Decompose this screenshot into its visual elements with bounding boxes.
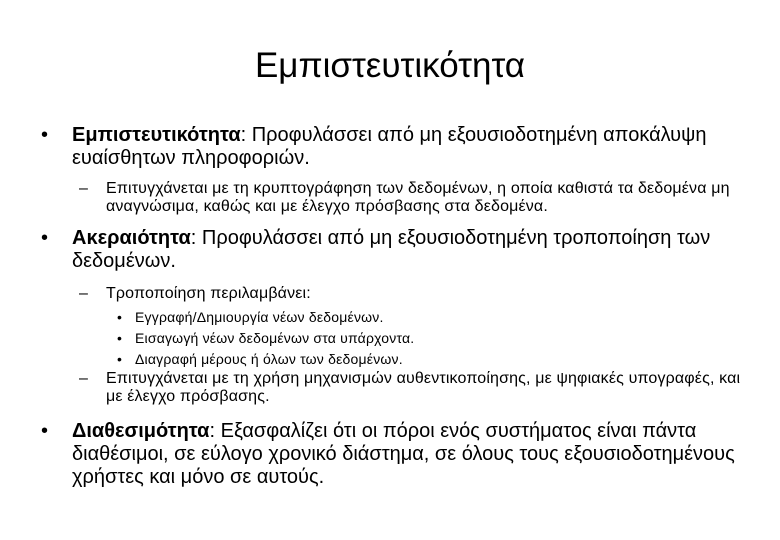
dash-marker: –: [79, 180, 89, 197]
sub-sub-item-create: [0, 309, 780, 326]
sub-sub-item-text: Διαγραφή μέρους ή όλων των δεδομένων.: [135, 351, 403, 367]
definition-availability: : Εξασφαλίζει ότι οι πόροι ενός συστήματος είναι πάντα διαθέσιμοι, σε εύλογο χρονικό διάστημα, σε όλους τους εξουσιοδοτημένους χρήστες και μόνο σε αυτούς.: [72, 420, 735, 488]
sub-sub-item-insert: [0, 330, 780, 347]
dash-marker: –: [79, 285, 89, 302]
sub-sub-item-delete: [0, 351, 780, 368]
bullet-marker: •: [117, 351, 123, 367]
dash-marker: –: [79, 370, 89, 387]
bullet-marker: •: [117, 309, 123, 325]
bullet-item-confidentiality: [0, 124, 780, 170]
slide-title: Εμπιστευτικότητα: [254, 46, 526, 85]
term-availability: Διαθεσιμότητα: [72, 420, 210, 442]
sub-sub-item-text: Εισαγωγή νέων δεδομένων στα υπάρχοντα.: [135, 330, 415, 346]
bullet-list: [0, 124, 780, 489]
sub-item-text: Επιτυγχάνεται με τη χρήση μηχανισμών αυθεντικοποίησης, με ψηφιακές υπογραφές, και με έλεγχο πρόσβασης.: [106, 370, 741, 405]
term-integrity: Ακεραιότητα: [72, 227, 191, 249]
term-confidentiality: Εμπιστευτικότητα: [72, 124, 241, 146]
definition-integrity: : Προφυλάσσει από μη εξουσιοδοτημένη τροποποίηση των δεδομένων.: [72, 227, 711, 272]
sub-item-authentication: [0, 370, 780, 406]
sub-item-text: Τροποποίηση περιλαμβάνει:: [106, 285, 311, 302]
definition-confidentiality: : Προφυλάσσει από μη εξουσιοδοτημένη αποκάλυψη ευαίσθητων πληροφοριών.: [72, 124, 707, 169]
sub-item-encryption: [0, 180, 780, 216]
bullet-item-availability: [0, 420, 780, 489]
bullet-marker: •: [41, 124, 49, 146]
bullet-item-integrity: [0, 227, 780, 273]
bullet-marker: •: [41, 227, 49, 249]
bullet-marker: •: [117, 330, 123, 346]
sub-sub-item-text: Εγγραφή/Δημιουργία νέων δεδομένων.: [135, 309, 384, 325]
sub-item-text: Επιτυγχάνεται με τη κρυπτογράφηση των δεδομένων, η οποία καθιστά τα δεδομένα μη αναγνώσιμα, καθώς και με έλεγχο πρόσβασης στα δεδομένα.: [106, 180, 730, 215]
bullet-marker: •: [41, 420, 49, 442]
sub-item-modification: [0, 285, 780, 303]
